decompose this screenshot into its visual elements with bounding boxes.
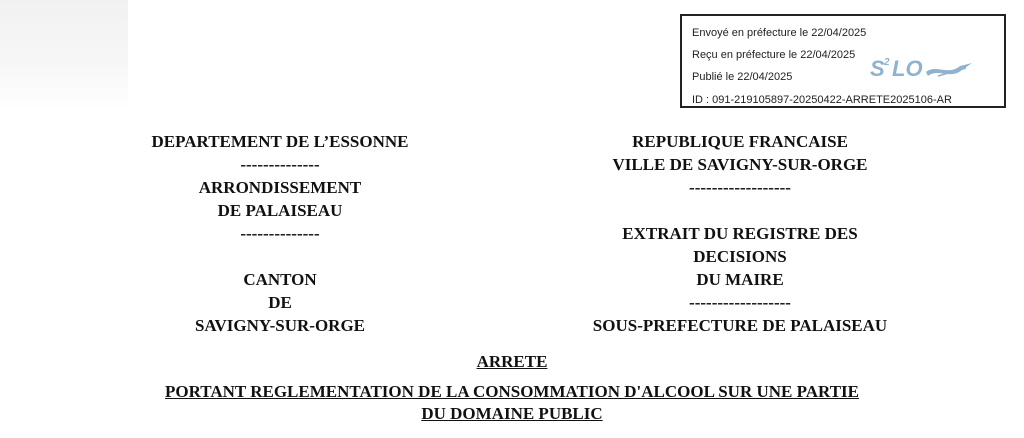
separator: ------------------ xyxy=(689,178,791,197)
republic-label: REPUBLIQUE FRANCAISE xyxy=(632,132,848,151)
sub-prefecture-name: SOUS-PREFECTURE DE PALAISEAU xyxy=(592,316,888,335)
stamp-published-date: Publié le 22/04/2025 xyxy=(692,71,793,83)
separator: -------------- xyxy=(240,224,320,243)
svg-text:2: 2 xyxy=(884,57,890,68)
decree-type-title: ARRETE xyxy=(476,352,548,371)
prefecture-stamp-box xyxy=(680,14,1006,108)
city-name: VILLE DE SAVIGNY-SUR-ORGE xyxy=(612,155,868,174)
separator: ------------------ xyxy=(689,293,791,312)
register-decisions-label: DECISIONS xyxy=(693,247,787,266)
svg-text:S: S xyxy=(870,56,885,81)
city-header xyxy=(560,130,920,337)
department-name: DEPARTEMENT DE L’ESSONNE xyxy=(151,132,409,151)
canton-name: SAVIGNY-SUR-ORGE xyxy=(194,316,366,335)
register-extract-label: EXTRAIT DU REGISTRE DES xyxy=(622,224,858,243)
separator: -------------- xyxy=(240,155,320,174)
department-header xyxy=(120,130,440,337)
s2lo-logo-icon xyxy=(868,54,978,84)
stamp-sent-date: Envoyé en préfecture le 22/04/2025 xyxy=(692,27,867,39)
arrondissement-label: ARRONDISSEMENT xyxy=(198,178,362,197)
stamp-received-date: Reçu en préfecture le 22/04/2025 xyxy=(692,49,856,61)
register-mayor-label: DU MAIRE xyxy=(696,270,784,289)
canton-de: DE xyxy=(268,293,292,312)
stamp-act-id: ID : 091-219105897-20250422-ARRETE2025106-AR xyxy=(692,94,952,106)
scan-shadow xyxy=(0,0,128,110)
arrondissement-name: DE PALAISEAU xyxy=(217,201,343,220)
decree-subject-line-2: DU DOMAINE PUBLIC xyxy=(421,404,603,423)
decree-subject-line-1: PORTANT REGLEMENTATION DE LA CONSOMMATION D'ALCOOL SUR UNE PARTIE xyxy=(165,382,859,401)
svg-text:LO: LO xyxy=(892,56,923,81)
canton-label: CANTON xyxy=(243,270,317,289)
